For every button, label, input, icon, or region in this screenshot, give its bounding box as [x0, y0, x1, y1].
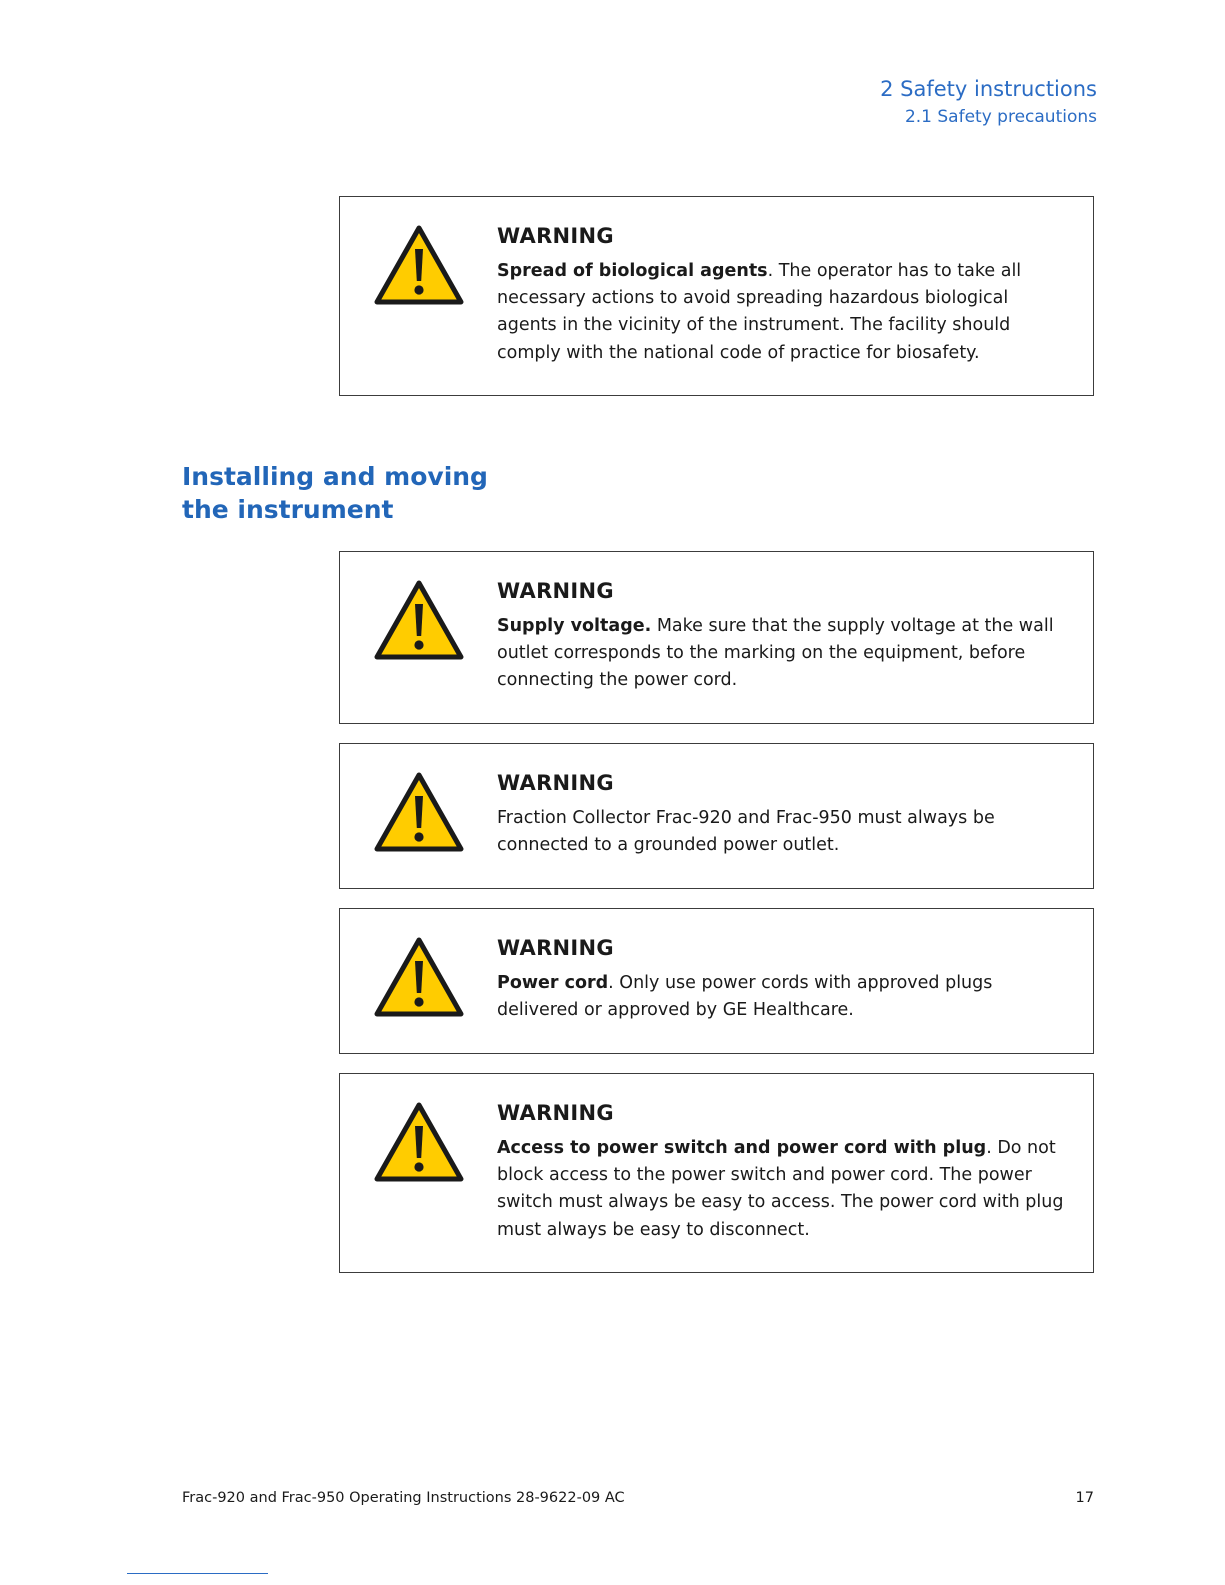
warning-lead: Access to power switch and power cord with plug — [497, 1138, 987, 1158]
warning-triangle-icon — [374, 1102, 464, 1182]
warning-title: WARNING — [497, 936, 614, 960]
footnote-link-line[interactable] — [127, 1573, 268, 1574]
warning-triangle-icon — [374, 937, 464, 1017]
warning-body: . Only use power cords with approved plugs delivered or approved by GE Healthcare. — [497, 973, 993, 1021]
warning-lead: Spread of biological agents — [497, 261, 768, 281]
warning-body: Fraction Collector Frac-920 and Frac-950 must always be connected to a grounded power outlet. — [497, 808, 995, 856]
warning-body: . Do not block access to the power switch and power cord. The power switch must always be easy to access. The power cord with plug must always be easy to disconnect. — [497, 1138, 1064, 1240]
footer-document-title: Frac-920 and Frac-950 Operating Instructions 28-9622-09 AC — [182, 1490, 625, 1506]
page-footer — [182, 1490, 1094, 1506]
running-header — [880, 74, 1097, 130]
warning-title: WARNING — [497, 579, 614, 603]
warning-text — [497, 805, 1073, 859]
page-number: 17 — [1075, 1490, 1094, 1506]
warning-box-power-cord — [339, 908, 1094, 1054]
warning-title: WARNING — [497, 771, 614, 795]
warning-text — [497, 970, 1073, 1024]
warning-lead: Supply voltage. — [497, 616, 652, 636]
warning-title: WARNING — [497, 224, 614, 248]
warning-box-grounded-outlet — [339, 743, 1094, 889]
warning-box-biological-agents — [339, 196, 1094, 396]
warning-box-power-switch-access — [339, 1073, 1094, 1273]
warning-triangle-icon — [374, 580, 464, 660]
warning-body: Make sure that the supply voltage at the wall outlet corresponds to the marking on the equipment, before connecting the power cord. — [497, 616, 1054, 691]
warning-title: WARNING — [497, 1101, 614, 1125]
section-heading: Installing and moving the instrument — [182, 462, 488, 524]
warning-text — [497, 1135, 1073, 1244]
chapter-title: 2 Safety instructions — [880, 77, 1097, 101]
warning-triangle-icon — [374, 772, 464, 852]
warning-text — [497, 613, 1073, 695]
warning-box-supply-voltage — [339, 551, 1094, 724]
warning-text — [497, 258, 1073, 367]
section-title: 2.1 Safety precautions — [904, 107, 1097, 127]
warning-body: . The operator has to take all necessary actions to avoid spreading hazardous biological agents in the vicinity of the instrument. The facility should comply with the national code of practice for biosafety. — [497, 261, 1022, 363]
warning-lead: Power cord — [497, 973, 609, 993]
warning-triangle-icon — [374, 225, 464, 305]
